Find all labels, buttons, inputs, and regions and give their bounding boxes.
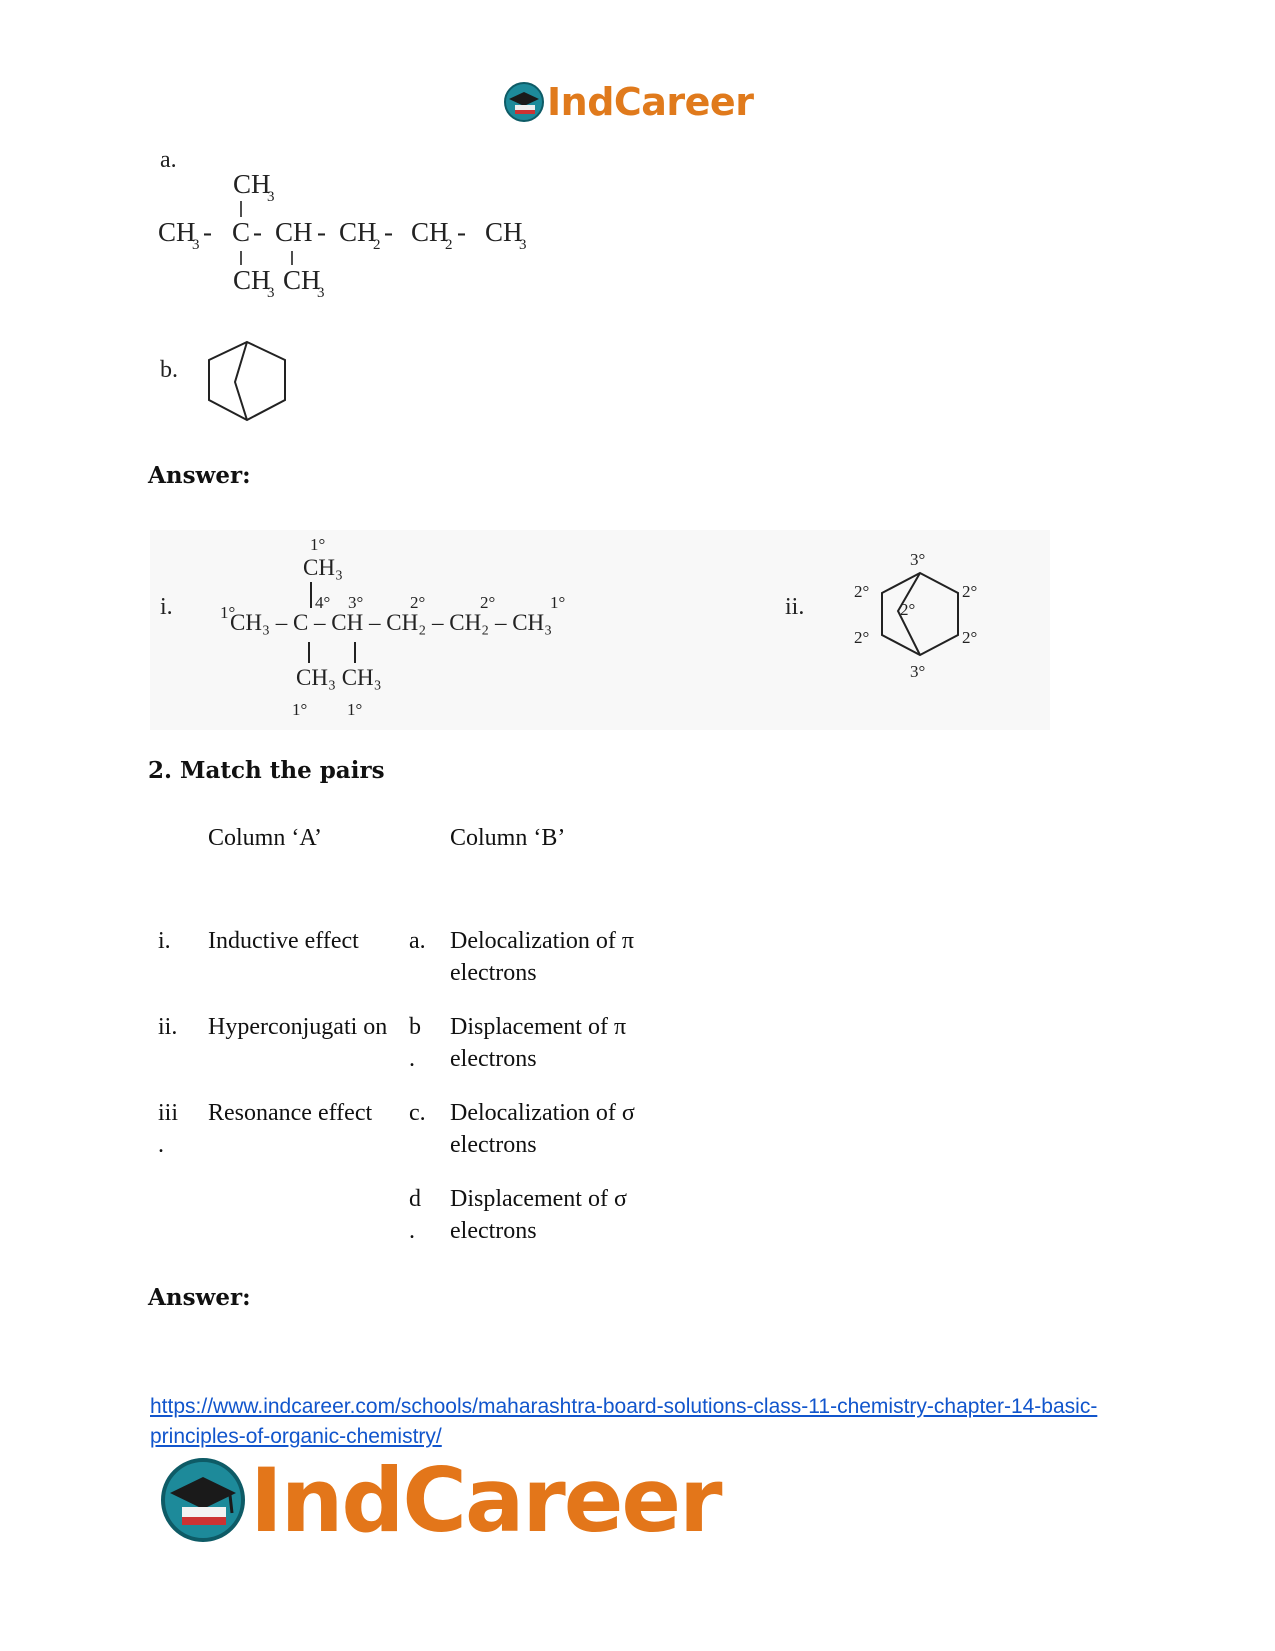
svg-text:2°: 2° <box>962 628 978 647</box>
svg-text:-: - <box>253 217 262 247</box>
column-a-header: Column ‘A’ <box>208 825 322 851</box>
source-link[interactable]: https://www.indcareer.com/schools/maharashtra-board-solutions-class-11-chemistry-chapter-14-basic-principles-of-organic-chemistry/ <box>150 1395 1098 1448</box>
part-b-label: b. <box>160 357 178 383</box>
column-b-cell: Delocalization of π electrons <box>450 928 635 986</box>
svg-text:CH₃ – C – CH – CH₂ – CH₂ – CH₃: CH₃ – C – CH – CH₂ – CH₂ – CH₃ <box>230 610 553 635</box>
column-b-cell: Delocalization of σ electrons <box>450 1100 635 1158</box>
svg-text:3: 3 <box>267 285 275 301</box>
header-logo <box>503 80 753 124</box>
svg-text:CH: CH <box>275 217 313 247</box>
row-letter: d . <box>409 1186 421 1244</box>
graduation-cap-icon <box>503 81 545 123</box>
row-num: ii. <box>158 1014 178 1040</box>
svg-text:3: 3 <box>519 237 527 253</box>
svg-text:CH: CH <box>339 217 377 247</box>
svg-text:2°: 2° <box>854 582 870 601</box>
svg-text:3: 3 <box>192 237 200 253</box>
row-num: i. <box>158 928 171 954</box>
svg-text:CH₃: CH₃ <box>303 555 343 580</box>
answer-image <box>150 530 1050 730</box>
svg-text:C: C <box>232 217 251 247</box>
column-a-cell: Inductive effect <box>208 928 359 954</box>
graduation-cap-icon <box>160 1457 246 1543</box>
answer-label-1: Answer: <box>148 462 251 489</box>
structure-a-answer <box>220 530 780 730</box>
svg-text:CH: CH <box>485 217 523 247</box>
answer-label-2: Answer: <box>148 1284 251 1311</box>
svg-text:1°: 1° <box>292 700 308 719</box>
svg-text:CH₃ CH₃: CH₃ CH₃ <box>296 665 382 690</box>
svg-text:3: 3 <box>317 285 325 301</box>
svg-text:CH: CH <box>283 265 321 295</box>
column-b-cell: Displacement of σ electrons <box>450 1186 627 1244</box>
logo-text: IndCareer <box>547 80 754 124</box>
svg-text:2°: 2° <box>962 582 978 601</box>
column-a-cell: Resonance effect <box>208 1100 373 1126</box>
row-letter: a. <box>409 928 426 954</box>
svg-text:CH: CH <box>411 217 449 247</box>
footer-logo <box>160 1448 721 1552</box>
svg-text:1°: 1° <box>220 603 236 622</box>
svg-text:CH: CH <box>158 217 196 247</box>
svg-text:1°: 1° <box>550 593 566 612</box>
svg-text:3°: 3° <box>910 662 926 681</box>
svg-text:4°: 4° <box>315 593 331 612</box>
column-a-cell: Hyperconjugati on <box>208 1014 388 1040</box>
row-letter: c. <box>409 1100 426 1126</box>
logo-text: IndCareer <box>250 1448 721 1552</box>
svg-text:1°: 1° <box>347 700 363 719</box>
svg-text:3°: 3° <box>348 593 364 612</box>
svg-text:3°: 3° <box>910 550 926 569</box>
column-b-cell: Displacement of π electrons <box>450 1014 627 1072</box>
svg-text:CH: CH <box>233 265 271 295</box>
svg-text:-: - <box>384 217 393 247</box>
svg-text:CH: CH <box>233 169 271 199</box>
svg-text:3: 3 <box>267 189 275 205</box>
part-a-label: a. <box>160 147 177 173</box>
match-heading: 2. Match the pairs <box>148 757 385 784</box>
answer-item-ii-label: ii. <box>785 594 805 620</box>
structure-b-answer <box>840 545 1010 715</box>
svg-text:-: - <box>203 217 212 247</box>
row-letter: b . <box>409 1014 421 1072</box>
svg-text:2: 2 <box>373 237 381 253</box>
svg-text:2°: 2° <box>854 628 870 647</box>
svg-text:-: - <box>317 217 326 247</box>
column-b-header: Column ‘B’ <box>450 825 566 851</box>
svg-text:2°: 2° <box>410 593 426 612</box>
svg-text:2°: 2° <box>480 593 496 612</box>
structure-a <box>155 165 575 315</box>
svg-text:2°: 2° <box>900 600 916 619</box>
svg-text:1°: 1° <box>310 535 326 554</box>
structure-b-norbornane <box>205 340 295 425</box>
answer-item-i-label: i. <box>160 594 173 620</box>
svg-text:2: 2 <box>445 237 453 253</box>
svg-text:-: - <box>457 217 466 247</box>
row-num: iii . <box>158 1100 179 1158</box>
